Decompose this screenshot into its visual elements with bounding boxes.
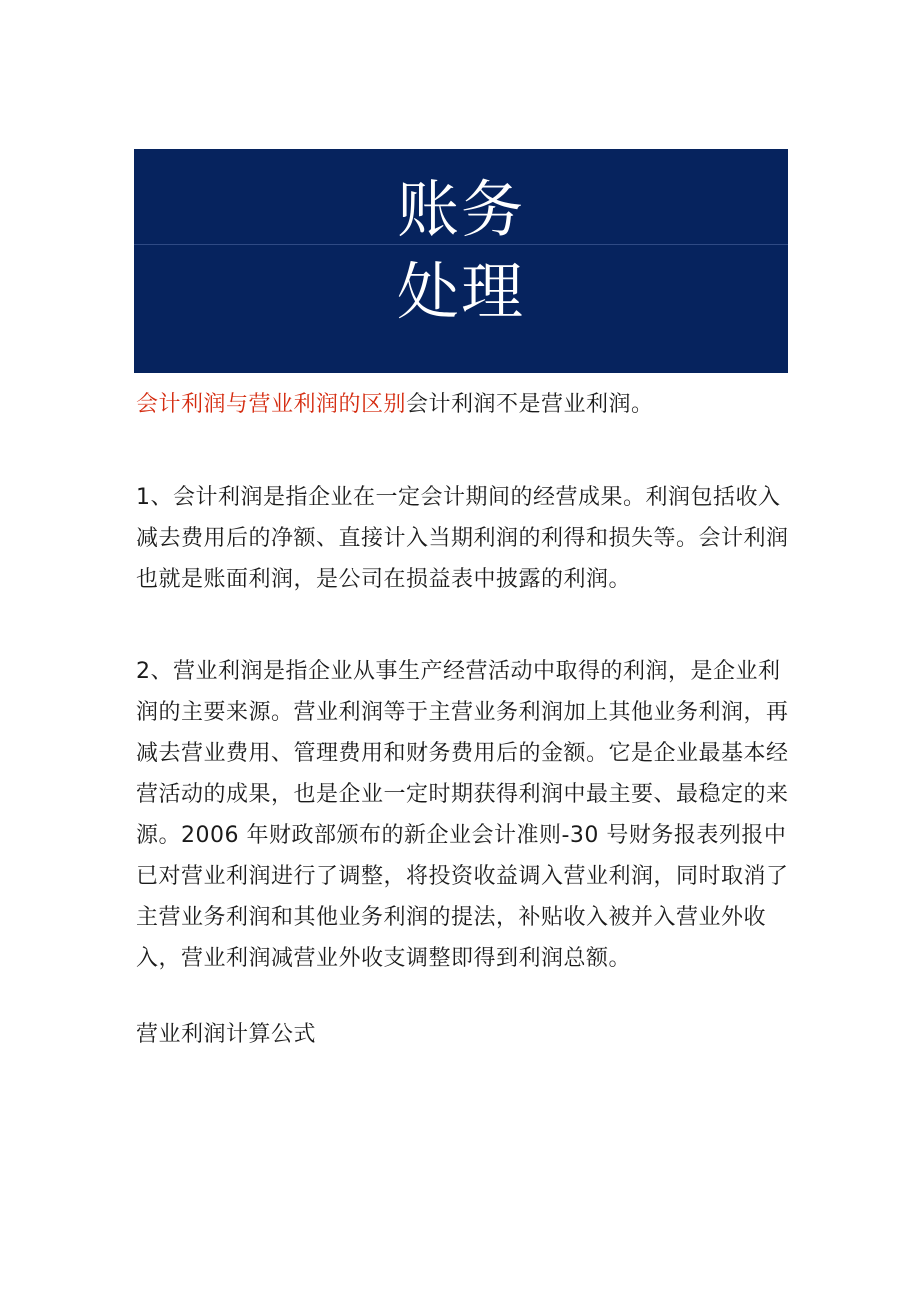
lead-text: 会计利润不是营业利润。 <box>406 392 654 417</box>
paragraph-operating-profit: 2、营业利润是指企业从事生产经营活动中取得的利润，是企业利润的主要来源。营业利润等于主营业务利润加上其他业务利润，再减去营业费用、管理费用和财务费用后的金额。它是企业最基本经营活动的成果，也是企业一定时期获得利润中最主要、最稳定的来源。2006 年财政部颁布的新企业会计准则-30 号财务报表列报中已对营业利润进行了调整，将投资收益调入营业利润，同时取消了主营业务利润和其他业务利润的提法，补贴收入被并入营业外收入，营业利润减营业外收支调整即得到利润总额。 <box>136 659 789 971</box>
lead-paragraph <box>136 385 796 425</box>
title-banner <box>134 149 788 373</box>
banner-title-line-1: 账务 <box>396 173 525 246</box>
section-title-formula: 营业利润计算公式 <box>136 1022 317 1047</box>
paragraph-accounting-profit: 1、会计利润是指企业在一定会计期间的经营成果。利润包括收入减去费用后的净额、直接计入当期利润的利得和损失等。会计利润也就是账面利润，是公司在损益表中披露的利润。 <box>136 485 789 592</box>
document-body <box>136 385 796 1055</box>
lead-highlight: 会计利润与营业利润的区别 <box>136 392 407 417</box>
banner-title-line-2: 处理 <box>396 255 525 328</box>
